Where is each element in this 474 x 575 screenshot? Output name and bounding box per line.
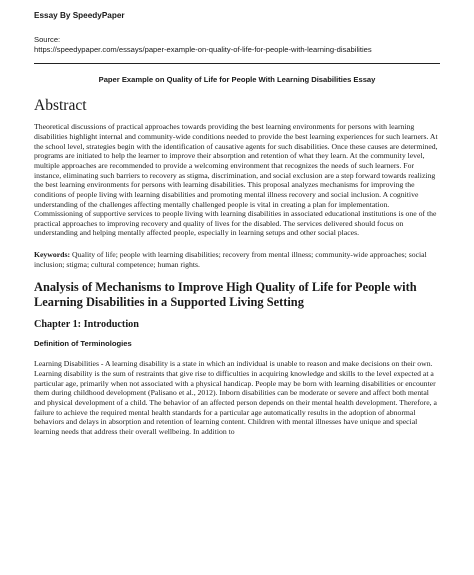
analysis-heading: Analysis of Mechanisms to Improve High Quality of Life for People with Learning Disabilities in a Supported Living Setting bbox=[34, 280, 417, 309]
definitions-subheading: Definition of Terminologies bbox=[34, 339, 132, 349]
keywords-label: Keywords: bbox=[34, 250, 71, 260]
source-label: Source: bbox=[34, 35, 61, 45]
abstract-heading: Abstract bbox=[34, 97, 87, 115]
abstract-paragraph: Theoretical discussions of practical approaches towards providing the best learning environments for persons with learning disabilities highlight internal and community-wide conditions needed to provide the best learning experiences for such learners. At the school level, strategies begin with the identification of causative agents for such disabilities. Once these causes are determined, programs are initiated to help the learner to improve their absorption and retention of what they learn. At the community level, multiple approaches are recommended to provide a welcoming environment that recognizes the needs of such learners. For instance, eliminating such barriers to recovery as stigma, discrimination, and social exclusion are a step forward towards realizing the best learning environments for persons with learning disabilities. This proposal analyzes mechanisms for improving the conditions of people living with learning disabilities and promoting mental illness recovery and social inclusion. A cognitive understanding of the challenges affecting mentally challenged people is vital in creating a plan for implementation. Commissioning of supportive services to people living with learning disabilities in associated educational institutions is one of the practical approaches to improving recovery and quality of lives for the disabled. The services delivered should focus on understanding and helping mentally affected people, especially in learning setups and other social places. bbox=[34, 122, 438, 238]
keywords-text: Quality of life; people with learning disabilities; recovery from mental illness; community-wide approaches; social inclusion; stigma; cultural competence; human rights. bbox=[34, 250, 427, 269]
header-divider bbox=[34, 63, 440, 64]
chapter-heading: Chapter 1: Introduction bbox=[34, 319, 139, 331]
document-title: Paper Example on Quality of Life for People With Learning Disabilities Essay bbox=[98, 75, 376, 85]
keywords-paragraph bbox=[34, 250, 440, 269]
essay-source-title: Essay By SpeedyPaper bbox=[34, 11, 125, 20]
definitions-paragraph: Learning Disabilities - A learning disability is a state in which an individual is unable to reason and make decisions on their own. Learning disability is the sum of restraints that give rise to difficulties in acquiring knowledge and skills to the level expected at a particular age, primarily when not associated with a physical handicap. People may be born with learning disabilities or encounter them during childhood development (Palisano et al., 2012). Inborn disabilities can be moderate or severe and affect both mental and physical development of a child. The behavior of an affected person depends on their mental health development. Therefore, a failure to achieve the required mental health standards for a particular age automatically results in the adoption of abnormal behaviors and delays in absorption and retention of learning content. Children with mental illnesses have unique and special learning needs that address their overall wellbeing. In addition to bbox=[34, 359, 437, 437]
source-url[interactable]: https://speedypaper.com/essays/paper-example-on-quality-of-life-for-people-with-learning-disabilities bbox=[34, 45, 372, 55]
